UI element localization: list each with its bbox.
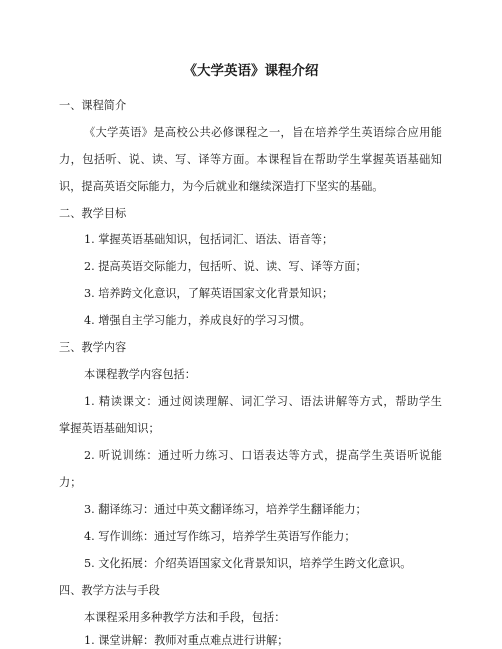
section-heading-methods: 四、教学方法与手段	[59, 584, 160, 597]
goal-item-4: 4. 增强自主学习能力，养成良好的学习习惯。	[84, 314, 311, 327]
goal-item-2: 2. 提高英语交际能力，包括听、说、读、写、译等方面；	[84, 260, 367, 273]
intro-line-1: 《大学英语》是高校公共必修课程之一，旨在培养学生英语综合应用能	[84, 126, 442, 139]
methods-item-1: 1. 课堂讲解：教师对重点难点进行讲解；	[84, 634, 289, 647]
content-item-2-line-1: 2. 听说训练：通过听力练习、口语表达等方式，提高学生英语听说能	[84, 449, 442, 462]
goal-item-1: 1. 掌握英语基础知识，包括词汇、语法、语音等；	[84, 233, 334, 246]
section-heading-intro: 一、课程简介	[59, 99, 127, 112]
content-item-5: 5. 文化拓展：介绍英语国家文化背景知识，培养学生跨文化意识。	[84, 557, 412, 570]
content-item-4: 4. 写作训练：通过写作练习，培养学生英语写作能力；	[84, 530, 356, 543]
section-heading-content: 三、教学内容	[59, 341, 127, 354]
intro-line-2: 力，包括听、说、读、写、译等方面。本课程旨在帮助学生掌握英语基础知	[59, 153, 442, 166]
content-lead: 本课程教学内容包括：	[84, 368, 196, 381]
content-item-3: 3. 翻译练习：通过中英文翻译练习，培养学生翻译能力；	[84, 503, 367, 516]
methods-lead: 本课程采用多种教学方法和手段，包括：	[84, 611, 286, 624]
content-item-2-line-2: 力；	[59, 476, 82, 489]
intro-line-3: 识，提高英语交际能力，为今后就业和继续深造打下坚实的基础。	[59, 180, 384, 193]
section-heading-goals: 二、教学目标	[59, 207, 127, 220]
document-title: 《大学英语》课程介绍	[183, 63, 319, 79]
content-item-1-line-2: 掌握英语基础知识；	[59, 422, 160, 435]
goal-item-3: 3. 培养跨文化意识，了解英语国家文化背景知识；	[84, 287, 334, 300]
content-item-1-line-1: 1. 精读课文：通过阅读理解、词汇学习、语法讲解等方式，帮助学生	[84, 395, 442, 408]
